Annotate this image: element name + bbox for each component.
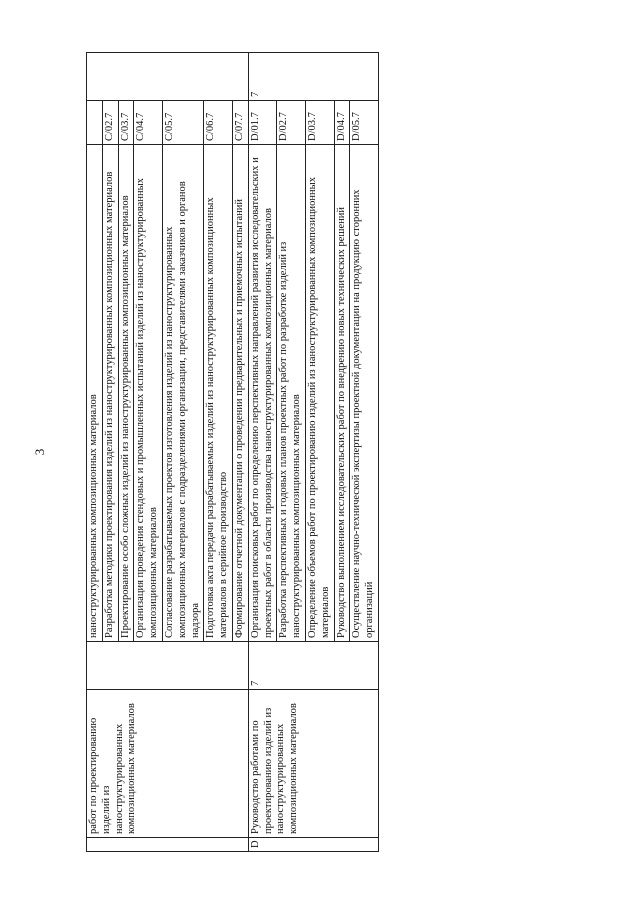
- function-code-cell: C/07.7: [232, 101, 248, 145]
- function-code-cell: C/02.7: [102, 101, 118, 145]
- function-name-cell: Разработка перспективных и годовых планов проектных работ по разработке изделий из наноструктурированных композиционных материалов: [277, 145, 306, 642]
- group-level-cell: 7: [248, 642, 378, 690]
- function-name-cell: наноструктурированных композиционных материалов: [87, 145, 103, 642]
- function-code-cell: D/01.7: [248, 101, 277, 145]
- function-name-cell: Руководство выполнением исследовательских работ по внедрению новых технических решений: [334, 145, 350, 642]
- function-level-cell: [87, 53, 249, 101]
- function-name-cell: Разработка методики проектирования изделий из наноструктурированных композиционных материалов: [102, 145, 118, 642]
- group-code-cell: [87, 838, 249, 852]
- function-name-cell: Согласование разрабатываемых проектов изготовления изделий из наноструктурированных композиционных материалов с подразделениями организации, представителями заказчиков и органов надзора: [162, 145, 203, 642]
- function-code-cell: C/05.7: [162, 101, 203, 145]
- function-level-cell: 7: [248, 53, 378, 101]
- group-name-cell: Руководство работами по проектированию изделий из наноструктурированных композиционных материалов: [248, 690, 378, 838]
- group-code-cell: D: [248, 838, 378, 852]
- function-code-cell: D/02.7: [277, 101, 306, 145]
- table-row: [87, 53, 103, 852]
- function-code-cell: D/03.7: [305, 101, 334, 145]
- function-code-cell: C/04.7: [134, 101, 163, 145]
- group-level-cell: [87, 642, 249, 690]
- function-code-cell: D/05.7: [350, 101, 379, 145]
- group-name-cell: работ по проектированию изделий из наноструктурированных композиционных материалов: [87, 690, 249, 838]
- function-name-cell: Определение объемов работ по проектированию изделий из наноструктурированных композиционных материалов: [305, 145, 334, 642]
- function-name-cell: Подготовка акта передачи разрабатываемых изделий из наноструктурированных композиционных материалов в серийное производство: [204, 145, 233, 642]
- rotated-page: [30, 42, 610, 862]
- page-number: 3: [32, 448, 47, 456]
- function-code-cell: C/03.7: [118, 101, 134, 145]
- function-code-cell: D/04.7: [334, 101, 350, 145]
- function-name-cell: Организация поисковых работ по определению перспективных направлений развития исследовательских и проектных работ в области производства наноструктурированных композиционных материалов: [248, 145, 277, 642]
- function-code-cell: [87, 101, 103, 145]
- labor-functions-table: [86, 52, 379, 852]
- function-code-cell: C/06.7: [204, 101, 233, 145]
- function-name-cell: Осуществление научно-технической экспертизы проектной документации на продукцию сторонних организаций: [350, 145, 379, 642]
- table-row: [248, 53, 277, 852]
- function-name-cell: Формирование отчетной документации о проведении предварительных и приемочных испытаний: [232, 145, 248, 642]
- function-name-cell: Проектирование особо сложных изделий из наноструктурированных композиционных материалов: [118, 145, 134, 642]
- function-name-cell: Организация проведения стендовых и промышленных испытаний изделий из наноструктурированных композиционных материалов: [134, 145, 163, 642]
